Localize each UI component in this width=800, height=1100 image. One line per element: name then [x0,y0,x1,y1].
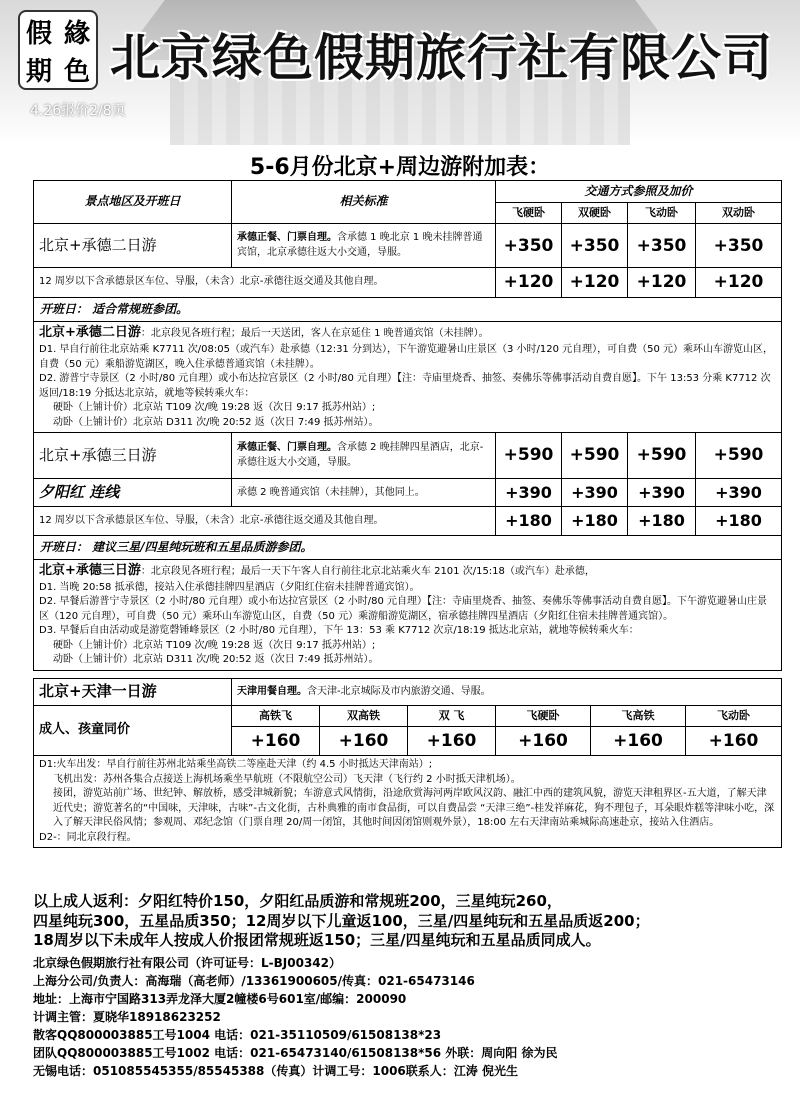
train-option: 动卧（上铺计价）北京站 D311 次/晚 20:52 返（次日 7:49 抵苏州站）。 [53,416,379,428]
rebate-line: 四星纯玩300，五星品质350；12周岁以下儿童返100，三星/四星纯玩和五星品质返200； [33,911,650,930]
price-cell: +160 [408,726,496,756]
footer [33,892,793,1080]
price-cell: +350 [562,224,628,268]
train-option: 动卧（上铺计价）北京站 D311 次/晚 20:52 返（次日 7:49 抵苏州站）。 [53,654,379,666]
contact-line: 计调主管：夏晓华18918623252 [33,1009,221,1024]
itinerary-day: D2. 游普宁寺景区（2 小时/80 元自理）或小布达拉宫景区（2 小时/80 元自理）【注：寺庙里烧香、抽签、奏佛乐等佛事活动自费自愿】。下午 13:53 分乘 K7712 次返回/18:19 分抵达北京站，就地等候转乘火车： [39,373,771,399]
child-price-cell: +120 [696,268,782,298]
route-standard: 承德正餐、门票自理。含承德 1 晚北京 1 晚未挂牌普通宾馆，北京承德往返大小交通，导服。 [232,224,496,268]
sunset-price-cell: +390 [562,479,628,507]
schedule-band: 开班日： 适合常规班参团。 [34,297,782,321]
child-price-cell: +180 [496,507,562,535]
mode-label: 飞动卧 [628,203,696,224]
logo-char: 期 [25,56,52,87]
mode-label: 高铁飞 [232,705,320,726]
sunset-route-name: 夕阳红 连线 [34,479,232,507]
route-name: 北京+承德二日游 [34,224,232,268]
header-transport: 交通方式参照及加价 [496,181,782,203]
itinerary-line: 飞机出发：苏州各集合点接送上海机场乘坐早航班（不限航空公司）飞天津（飞行约 2 小时抵天津机场）。 [53,773,521,785]
contact-block [33,954,793,1080]
logo-char: 假 [25,18,52,49]
route-standard: 天津用餐自理。含天津-北京城际及市内旅游交通、导服。 [232,679,782,706]
contact-line: 北京绿色假期旅行社有限公司（许可证号：L-BJ00342） [33,955,341,970]
mode-label: 飞动卧 [686,705,782,726]
price-cell: +160 [686,726,782,756]
price-cell: +590 [562,433,628,479]
logo-char: 色 [63,56,90,87]
contact-line: 散客QQ800003885工号1004 电话：021-35110509/61508138*23 [33,1027,442,1042]
mode-label: 双动卧 [696,203,782,224]
sunset-price-cell: +390 [496,479,562,507]
itinerary-day: D1. 早自行前往北京站乘 K7711 次/08:05（或汽车）赴承德（12:31 分到达），下午游览避暑山庄景区（3 小时/120 元自理），可自费（50 元）乘环山车游览山区，自费（50 元）乘船游览湖区，晚入住承德普通宾馆（未挂牌）。 [39,344,774,370]
price-cell: +590 [696,433,782,479]
header-area: 景点地区及开班日 [34,181,232,224]
logo-char: 緣 [63,18,90,49]
schedule-band: 开班日： 建议三星/四星纯玩班和五星品质游参团。 [34,535,782,559]
route-name: 北京+天津一日游 [34,679,232,706]
mode-label: 飞硬卧 [496,203,562,224]
child-price-cell: +180 [696,507,782,535]
company-title: 北京绿色假期旅行社有限公司 [110,29,773,87]
itinerary-block: 北京+承德三日游：北京段见各班行程；最后一天下午客人自行前往北京北站乘火车 2101 次/15:18（或汽车）赴承德， D1. 当晚 20:58 抵承德，接站入住承德挂牌四星酒店（夕阳红住宿未挂牌普通宾馆）。 D2. 早餐后游普宁寺景区（2 小时/80 元自理）或小布达拉宫景区（2 小时/80 元自理）【注：寺庙里烧香、抽签、奏佛乐等佛事活动自费自愿】。下午游览避暑山庄景区（120 元自理），可自费（50 元）乘环山车游览山区，自费（50 元）乘游船游览湖区，宿承德挂牌四星酒店（夕阳红住宿未挂牌普通宾馆）。 D3. 早餐后自由活动或是游览磬锤峰景区（2 小时/80 元自理），下午 13：53 乘 K7712 次京/18:19 抵达北京站，就地等候转乘火车： 硬卧（上铺计价）北京站 T109 次/晚 19:28 返（次日 9:17 抵苏州站）; 动卧（上铺计价）北京站 D311 次/晚 20:52 返（次日 7:49 抵苏州站）。 [34,559,782,670]
contact-line: 地址：上海市宁国路313弄龙泽大厦2幢楼6号601室/邮编：200090 [33,991,407,1006]
child-price-cell: +180 [562,507,628,535]
page-title: 5-6月份北京+周边游附加表： [249,155,551,180]
contact-line: 无锡电话：051085545355/85545388（传真）计调工号：1006联系人：江涛 倪光生 [33,1063,518,1078]
child-note: 12 周岁以下含承德景区车位、导服，（未含）北京-承德往返交通及其他自理。 [34,268,496,298]
sunset-price-cell: +390 [628,479,696,507]
header-standard: 相关标准 [232,181,496,224]
itinerary-line: 接团，游览站前广场、世纪钟、解放桥，感受津城新貌；车游意式风情街，沿途欣赏海河两岸欧风汉韵、融汇中西的建筑风貌，游览天津租界区-五大道，了解天津近代史；游览著名的“中国味，天津味，古味”-古文化街，古朴典雅的南市食品街，可以自费品尝 “天津三绝”-桂发祥麻花，狗不理包子，耳朵眼炸糕等津味小吃，深入了解天津民俗风情；参观周、邓纪念馆（门票自理 20/周一闭馆，其他时间因闭馆则观外景），18:00 左右天津南站乘城际高速赴京，接站入住酒店。 [53,788,775,829]
price-page-note: 4.26报价2/8页 [30,103,126,119]
price-cell: +160 [591,726,686,756]
price-cell: +350 [696,224,782,268]
price-cell: +590 [628,433,696,479]
chengde-price-table [33,180,782,671]
child-note: 12 周岁以下含承德景区车位、导服，（未含）北京-承德往返交通及其他自理。 [34,507,496,535]
company-logo [18,10,98,90]
child-price-cell: +120 [496,268,562,298]
contact-line: 团队QQ800003885工号1002 电话：021-65473140/61508138*56 外联：周向阳 徐为民 [33,1045,558,1060]
itinerary-day: D2-：同北京段行程。 [39,831,137,843]
mode-label: 双高铁 [320,705,408,726]
itinerary-block [34,756,782,848]
child-price-cell: +180 [628,507,696,535]
rebate-line: 18周岁以下未成年人按成人价报团常规班返150；三星/四星纯玩和五星品质同成人。 [33,931,601,949]
itinerary-day: D3. 早餐后自由活动或是游览磬锤峰景区（2 小时/80 元自理），下午 13：53 乘 K7712 次京/18:19 抵达北京站，就地等候转乘火车： [39,625,639,637]
route-standard: 承德正餐、门票自理。含承德 2 晚挂牌四星酒店，北京-承德往返大小交通，导服。 [232,433,496,479]
itinerary-day: D1. 当晚 20:58 抵承德，接站入住承德挂牌四星酒店（夕阳红住宿未挂牌普通宾馆）。 [39,581,420,593]
price-cell: +590 [496,433,562,479]
tianjin-price-table [33,678,782,848]
mode-label: 飞硬卧 [496,705,591,726]
mode-label: 双 飞 [408,705,496,726]
sunset-standard: 承德 2 晚普通宾馆（未挂牌），其他同上。 [232,479,496,507]
child-price-cell: +120 [628,268,696,298]
itinerary-block: 北京+承德二日游：北京段见各班行程；最后一天送团，客人在京延住 1 晚普通宾馆（未挂牌）。 D1. 早自行前往北京站乘 K7711 次/08:05（或汽车）赴承德（12:31 分到达），下午游览避暑山庄景区（3 小时/120 元自理），可自费（50 元）乘环山车游览山区，自费（50 元）乘船游览湖区，晚入住承德普通宾馆（未挂牌）。 D2. 游普宁寺景区（2 小时/80 元自理）或小布达拉宫景区（2 小时/80 元自理）【注：寺庙里烧香、抽签、奏佛乐等佛事活动自费自愿】。下午 13:53 分乘 K7712 次返回/18:19 分抵达北京站，就地等候转乘火车： 硬卧（上铺计价）北京站 T109 次/晚 19:28 返（次日 9:17 抵苏州站）; 动卧（上铺计价）北京站 D311 次/晚 20:52 返（次日 7:49 抵苏州站）。 [34,322,782,433]
train-option: 硬卧（上铺计价）北京站 T109 次/晚 19:28 返（次日 9:17 抵苏州站）; [53,402,376,414]
itinerary-day: D1:火车出发：早自行前往苏州北站乘坐高铁二等座赴天津（约 4.5 小时抵达天津南站）; [39,759,433,771]
price-cell: +350 [496,224,562,268]
rebate-line: 以上成人返利：夕阳红特价150，夕阳红品质游和常规班200，三星纯玩260， [33,892,562,910]
price-cell: +160 [320,726,408,756]
price-label: 成人、孩童同价 [34,705,232,756]
price-cell: +160 [232,726,320,756]
mode-label: 飞高铁 [591,705,686,726]
route-name: 北京+承德三日游 [34,433,232,479]
price-cell: +160 [496,726,591,756]
itinerary-day: D2. 早餐后游普宁寺景区（2 小时/80 元自理）或小布达拉宫景区（2 小时/80 元自理）【注：寺庙里烧香、抽签、奏佛乐等佛事活动自费自愿】。下午游览避暑山庄景区（120 元自理），可自费（50 元）乘环山车游览山区，自费（50 元）乘游船游览湖区，宿承德挂牌四星酒店（夕阳红住宿未挂牌普通宾馆）。 [39,596,768,622]
child-price-cell: +120 [562,268,628,298]
mode-label: 双硬卧 [562,203,628,224]
price-cell: +350 [628,224,696,268]
contact-line: 上海分公司/负责人：高海瑞（高老师）/13361900605/传真：021-65473146 [33,973,475,988]
header-banner [0,0,800,145]
sunset-price-cell: +390 [696,479,782,507]
train-option: 硬卧（上铺计价）北京站 T109 次/晚 19:28 返（次日 9:17 抵苏州站）; [53,639,376,651]
